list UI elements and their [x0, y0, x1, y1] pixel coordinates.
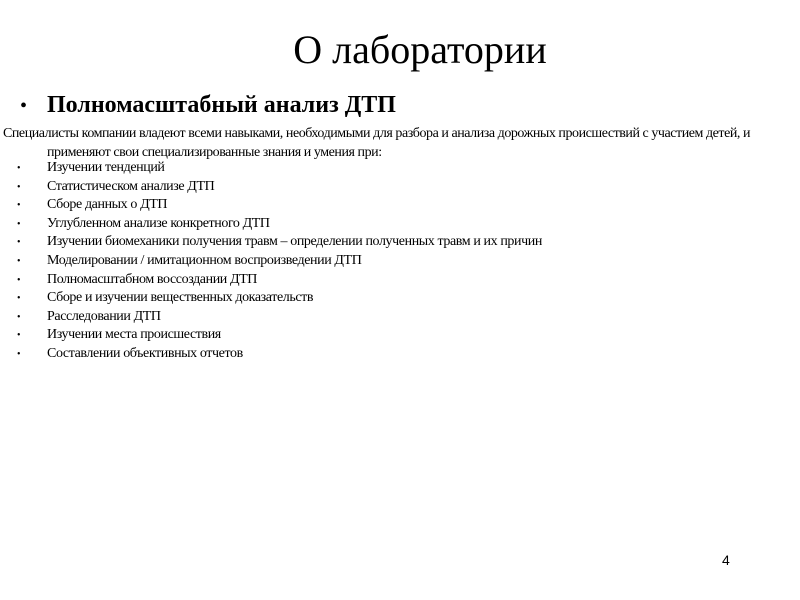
list-item — [0, 308, 542, 327]
item-bullet: • — [17, 218, 21, 230]
intro-paragraph: Специалисты компании владеют всеми навыками, необходимыми для разбора и анализа дорожных происшествий с участием детей, и применяют свои специализированные знания и умения при: — [3, 126, 751, 160]
list-item — [0, 289, 542, 308]
heading-bullet: • — [20, 95, 28, 117]
item-bullet: • — [17, 311, 21, 323]
skills-list — [0, 159, 542, 364]
list-item-text: Статистическом анализе ДТП — [47, 178, 215, 194]
list-item — [0, 252, 542, 271]
item-bullet: • — [17, 293, 21, 305]
item-bullet: • — [17, 163, 21, 174]
item-bullet: • — [17, 200, 21, 212]
item-bullet: • — [17, 237, 21, 249]
list-item — [0, 233, 542, 252]
section-heading — [20, 90, 396, 121]
item-bullet: • — [17, 255, 21, 267]
item-bullet: • — [17, 274, 21, 286]
list-item — [0, 271, 542, 290]
list-item — [0, 326, 542, 345]
item-bullet: • — [17, 181, 21, 193]
list-item — [0, 178, 542, 197]
list-item-text: Сборе данных о ДТП — [47, 197, 168, 213]
list-item-text: Моделировании / имитационном воспроизведении ДТП — [47, 252, 362, 268]
list-item-text: Изучении места происшествия — [47, 327, 221, 343]
item-bullet: • — [17, 330, 21, 342]
section-heading-text: Полномасштабный анализ ДТП — [47, 92, 396, 118]
slide-title: О лаборатории — [293, 27, 547, 72]
page-number: 4 — [722, 552, 730, 568]
item-bullet: • — [17, 348, 21, 360]
list-item-text: Полномасштабном воссоздании ДТП — [47, 271, 258, 287]
list-item-text: Составлении объективных отчетов — [47, 345, 243, 361]
list-item-text: Сборе и изучении вещественных доказательств — [47, 290, 314, 306]
list-item — [0, 196, 542, 215]
list-item — [0, 159, 542, 178]
list-item — [0, 215, 542, 234]
list-item-text: Углубленном анализе конкретного ДТП — [47, 215, 270, 231]
list-item — [0, 345, 542, 364]
list-item-text: Изучении биомеханики получения травм – определении полученных травм и их причин — [47, 234, 542, 250]
list-item-text: Изучении тенденций — [47, 160, 165, 175]
list-item-text: Расследовании ДТП — [47, 308, 161, 324]
